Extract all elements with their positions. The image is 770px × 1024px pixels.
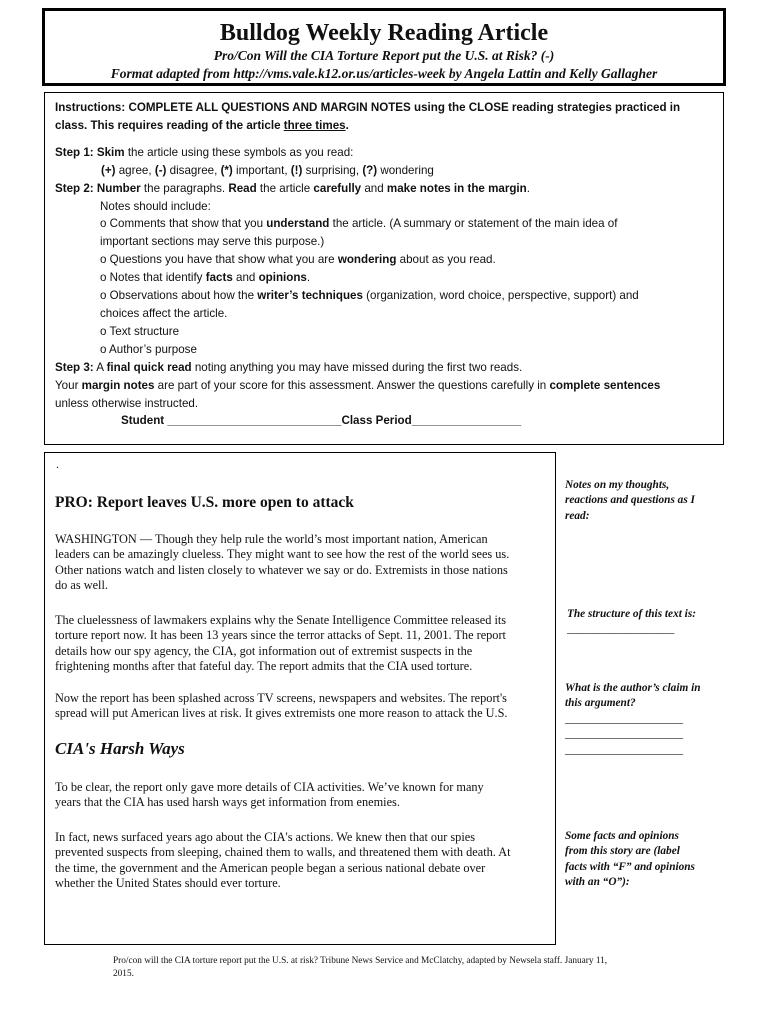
three-times: three times (283, 118, 346, 132)
instructions-label: Instructions: (55, 101, 126, 114)
step-3: Step 3: A final quick read noting anything you may have missed during the first two reads. (55, 360, 523, 374)
claim-answer-blank-3[interactable]: ______________________ (565, 743, 683, 756)
article-subtitle: Pro/Con Will the CIA Torture Report put the U.S. at Risk? (-) (213, 48, 555, 63)
header-box (42, 8, 726, 86)
note-item-purpose: o Author’s purpose (100, 342, 197, 356)
paragraph-4: To be clear, the report only gave more details of CIA activities. We’ve known for many years that the CIA has used harsh ways get information from enemies. (55, 780, 484, 810)
notes-heading: Notes on my thoughts, reactions and questions as I read: (565, 479, 695, 522)
note-item-structure: o Text structure (100, 324, 180, 338)
step-2: Step 2: Number the paragraphs. Read the article carefully and make notes in the margin. (55, 181, 530, 195)
facts-opinions-question: Some facts and opinions from this story are (label facts with “F” and opinions with an “O”): (565, 830, 695, 889)
article-box (44, 452, 556, 945)
note-item-techniques: o Observations about how the writer’s techniques (organization, word choice, perspective, support) and (100, 289, 639, 303)
structure-answer-blank[interactable]: ____________________ (567, 623, 674, 636)
step-1: Step 1: Skim the article using these symbols as you read: (55, 145, 354, 159)
note-item-understand: o Comments that show that you understand the article. (A summary or statement of the main idea of (100, 217, 618, 231)
claim-question: What is the author’s claim in this argument? ______________________ ______________________ ______________________ (565, 681, 725, 758)
paragraph-5: In fact, news surfaced years ago about the CIA's actions. We knew then that our spies prevented suspects from sleeping, chained them to walls, and threatened them with death. At the time, the government and the American people began a serious national debate over whether the United States should ever torture. (55, 830, 511, 891)
instructions-text: COMPLETE ALL QUESTIONS AND MARGIN NOTES using the CLOSE reading strategies practiced in (125, 101, 681, 114)
paragraph-3: Now the report has been splashed across TV screens, newspapers and websites. The report's spread will put American lives at risk. It gives extremists one more reason to attack the U.S. (55, 691, 508, 721)
student-class-period-line[interactable]: Student ___________________________Class Period_________________ (121, 414, 522, 428)
note-item-techniques-cont: choices affect the article. (100, 306, 228, 320)
notes-intro: Notes should include: (100, 199, 211, 213)
claim-answer-blank-2[interactable]: ______________________ (565, 728, 683, 741)
instructions-line-2: class. This requires reading of the article three times. (55, 118, 349, 132)
paragraph-1: WASHINGTON — Though they help rule the world’s most important nation, American leaders can be amazingly clueless. They might want to see how the rest of the world sees us. Other nations watch and listen closely to whatever we say or do. Extremists in those nations do as well. (55, 532, 510, 593)
claim-answer-blank-1[interactable]: ______________________ (565, 712, 683, 725)
note-item-facts: o Notes that identify facts and opinions. (100, 271, 311, 285)
structure-question: The structure of this text is: ____________________ (567, 607, 727, 638)
score-note: Your margin notes are part of your score for this assessment. Answer the questions carefully in complete sentences (55, 378, 661, 392)
source-citation: Pro/con will the CIA torture report put the U.S. at risk? Tribune News Service and McClatchy, adapted by Newsela staff. January 11, 2015. (113, 956, 608, 979)
instructions-box (44, 92, 724, 445)
instructions-line-1 (55, 99, 713, 117)
page-title: Bulldog Weekly Reading Article (219, 20, 549, 46)
note-item-understand-cont: important sections may serve this purpose.) (100, 235, 325, 249)
score-note-cont: unless otherwise instructed. (55, 396, 199, 410)
format-note: Format adapted from http://vms.vale.k12.or.us/articles-week by Angela Lattin and Kelly Gallagher (110, 66, 658, 81)
paragraph-2: The cluelessness of lawmakers explains why the Senate Intelligence Committee released its torture report now. It has been 13 years since the terror attacks of Sept. 11, 2001. The report details how our spy agency, the CIA, got information out of extremist suspects in the frightening months after that fateful day. The report admits that the CIA used torture. (55, 613, 507, 674)
note-item-wondering: o Questions you have that show what you are wondering about as you read. (100, 253, 496, 267)
stray-dot: . (56, 457, 59, 471)
article-heading-pro: PRO: Report leaves U.S. more open to attack (55, 494, 354, 511)
article-heading-cia: CIA's Harsh Ways (55, 739, 185, 758)
symbols-line: (+) agree, (-) disagree, (*) important, (!) surprising, (?) wondering (101, 163, 434, 177)
